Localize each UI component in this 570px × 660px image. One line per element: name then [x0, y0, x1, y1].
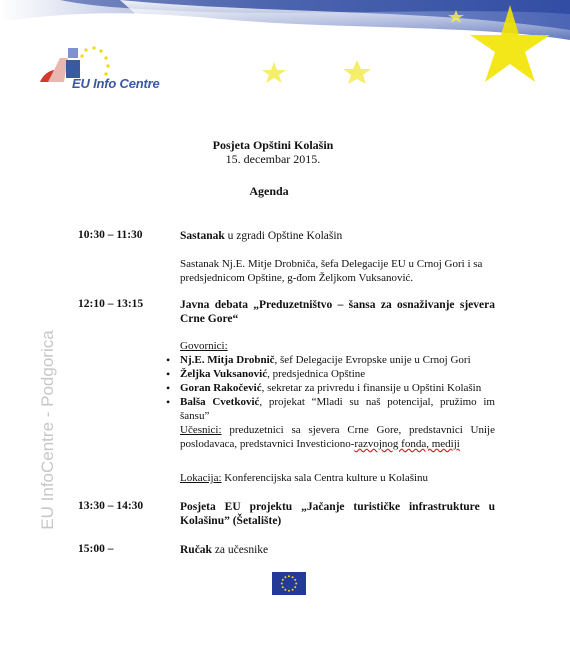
agenda-item-title: [180, 543, 495, 557]
speakers-list: [180, 353, 495, 423]
participants-list-end: razvojnog fonda, mediji: [354, 438, 460, 450]
side-watermark: EU InfoCentre - Podgorica: [38, 330, 57, 530]
eu-info-centre-logo: [38, 42, 168, 100]
participants-text: [180, 423, 495, 451]
speaker-role: , šef Delegacije Evropske unije u Crnoj Gori: [274, 354, 471, 366]
item-title-bold: Sastanak: [180, 230, 225, 242]
speakers-label: Govornici:: [180, 340, 228, 352]
speakers-section: [180, 339, 495, 451]
speaker-role: , predsjednica Opštine: [267, 368, 366, 380]
logo-text: EU Info Centre: [72, 76, 160, 91]
list-item: [180, 367, 495, 381]
speaker-name: Nj.E. Mitja Drobnič: [180, 354, 275, 366]
agenda-item-title: Javna debata „Preduzetništvo – šansa za osnaživanje sjevera Crne Gore“: [180, 299, 495, 325]
speaker-name: Balša Cvetković: [180, 396, 260, 408]
agenda-item-title: Posjeta EU projektu „Jačanje turističke infrastrukture u Kolašinu” (Šetalište): [180, 501, 495, 527]
speaker-name: Željka Vuksanović: [180, 368, 268, 380]
agenda-heading: Agenda: [249, 184, 289, 198]
speaker-name: Goran Rakočević: [180, 382, 262, 394]
participants-list: preduzetnici sa sjevera Crne Gore, predstavnici Unije poslodavaca, predstavnici Investiciono-: [180, 424, 495, 450]
location-line: [180, 471, 495, 485]
agenda-time: 15:00 –: [78, 543, 114, 555]
list-item: [180, 353, 495, 367]
speaker-role: , sekretar za privredu i finansije u Opštini Kolašin: [261, 382, 482, 394]
participants-label: Učesnici:: [180, 424, 222, 436]
list-item: [180, 381, 495, 395]
page-title: Posjeta Opštini Kolašin: [212, 138, 334, 152]
location-value: Konferencijska sala Centra kulture u Kolašinu: [221, 472, 429, 484]
item-title-bold: Ručak: [180, 544, 212, 556]
agenda-time: 10:30 – 11:30: [78, 229, 143, 241]
agenda-item-description: Sastanak Nj.E. Mitje Drobniča, šefa Delegacije EU u Crnoj Gori i sa predsjednicom Opštine, g-đom Željkom Vuksanović.: [180, 258, 483, 284]
list-item: [180, 395, 495, 423]
agenda-time: 12:10 – 13:15: [78, 298, 144, 310]
location-label: Lokacija:: [180, 472, 222, 484]
item-title-rest: u zgradi Opštine Kolašin: [224, 230, 343, 242]
item-title-rest: za učesnike: [211, 544, 269, 556]
eu-flag-icon: [272, 572, 306, 595]
speaker-role: , projekat “Mladi su naš potencijal, pružimo im šansu”: [180, 396, 495, 422]
agenda-time: 13:30 – 14:30: [78, 500, 144, 512]
agenda-item-title: [180, 229, 495, 243]
event-date: 15. decembar 2015.: [225, 152, 321, 166]
